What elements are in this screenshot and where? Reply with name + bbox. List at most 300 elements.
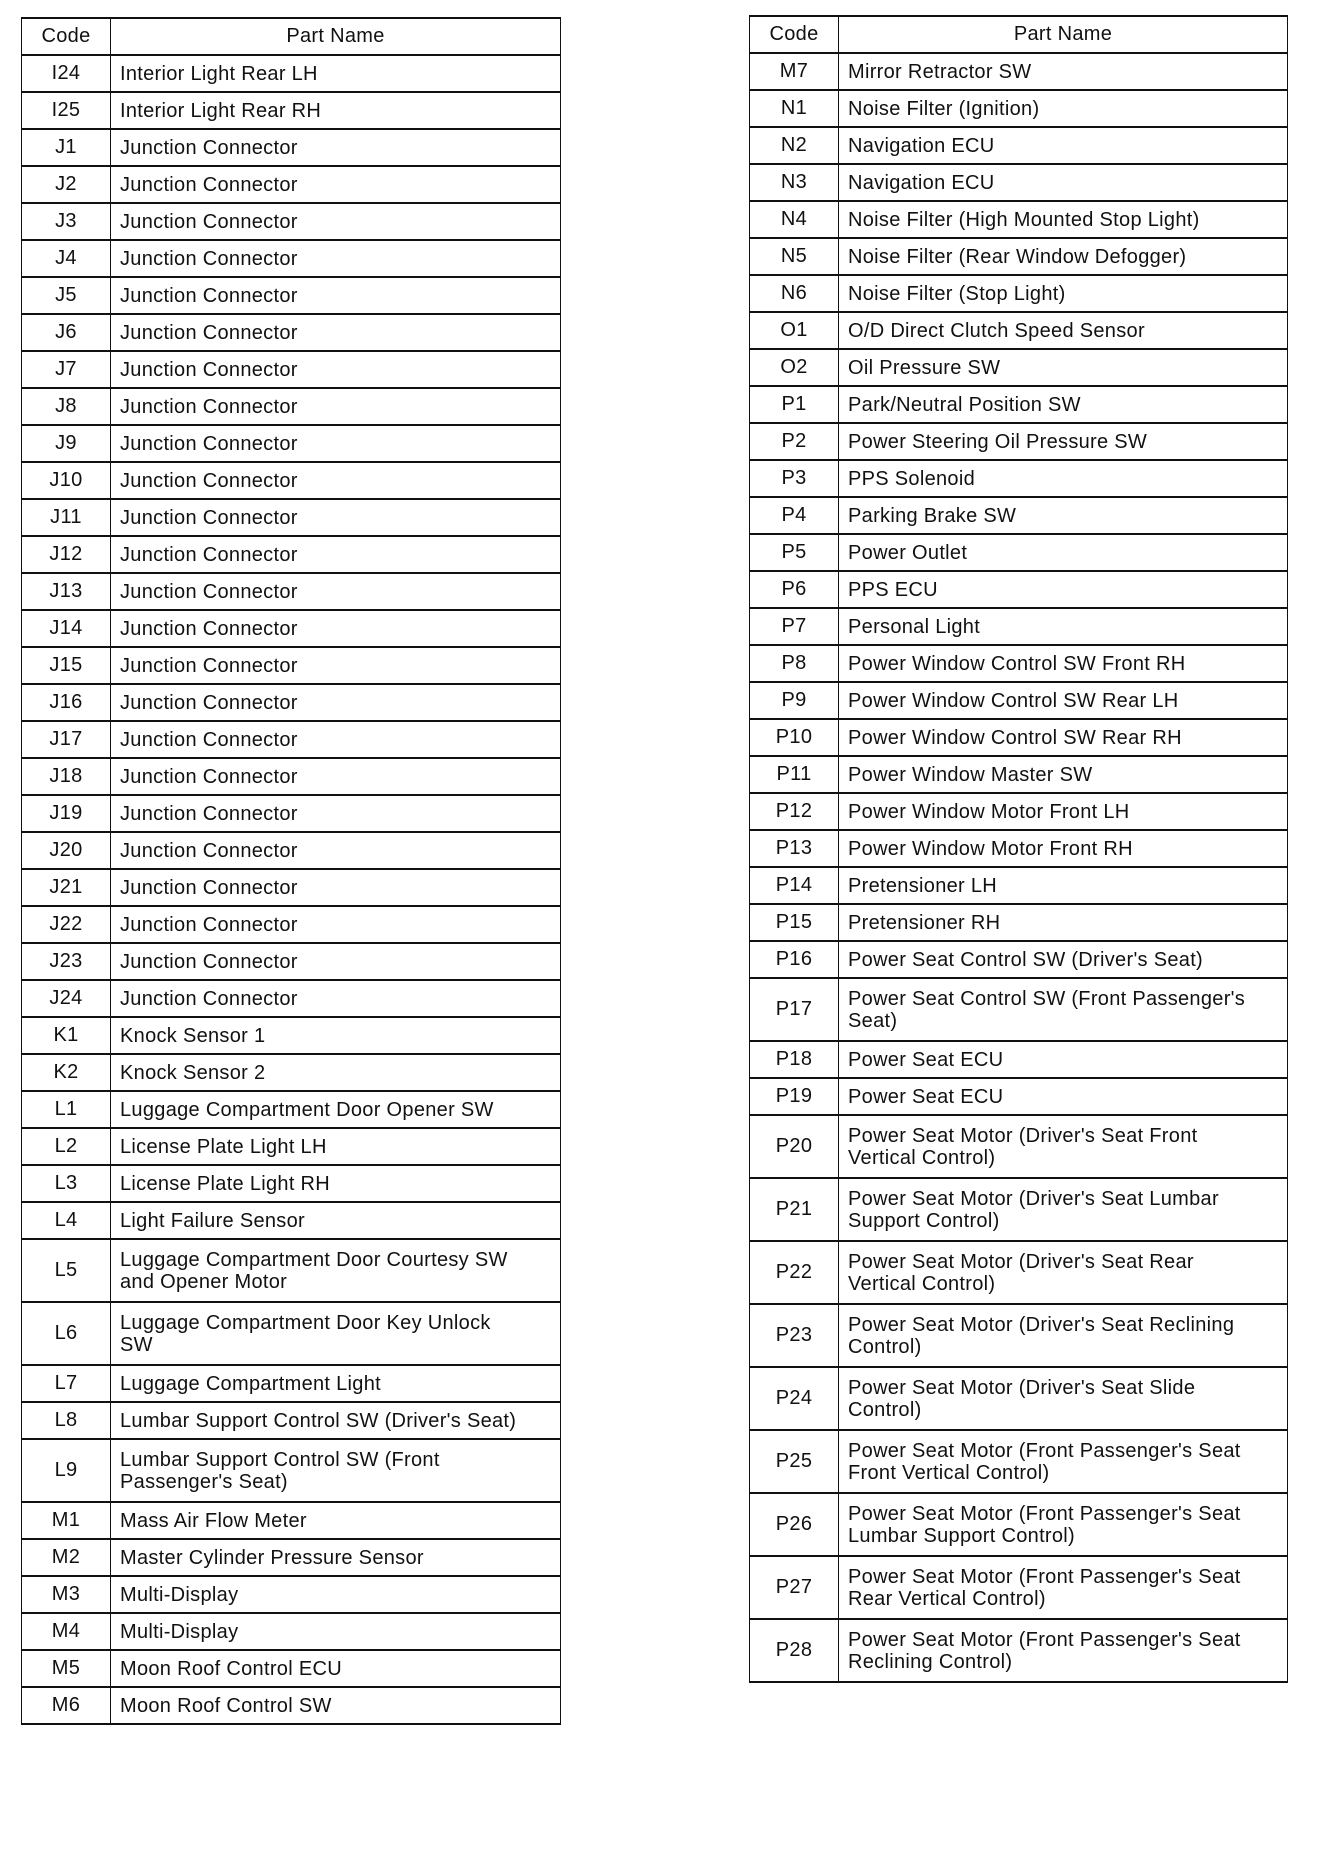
part-code: P2 (750, 423, 839, 460)
table-row (750, 497, 1288, 534)
table-row (22, 1539, 561, 1576)
part-name-line: Power Seat Control SW (Front Passenger's (848, 987, 1246, 1010)
table-row (750, 127, 1288, 164)
part-name (839, 275, 1288, 312)
table-row (22, 388, 561, 425)
part-name-line: Power Window Control SW Rear RH (848, 726, 1182, 749)
part-name (111, 610, 561, 647)
table-row (22, 1165, 561, 1202)
part-name (839, 1556, 1288, 1619)
table-row (750, 867, 1288, 904)
part-name-line: Junction Connector (120, 728, 298, 751)
part-name (111, 647, 561, 684)
part-name-line: PPS ECU (848, 578, 938, 601)
part-name-line: Power Seat Motor (Driver's Seat Rear (848, 1250, 1194, 1273)
table-row (22, 943, 561, 980)
part-name-line: Power Seat Motor (Driver's Seat Reclining (848, 1313, 1235, 1336)
part-code: N1 (750, 90, 839, 127)
table-row (750, 793, 1288, 830)
table-row (22, 1017, 561, 1054)
part-code: J23 (22, 943, 111, 980)
table-row (750, 1304, 1288, 1367)
table-row (22, 277, 561, 314)
part-name-line: Junction Connector (120, 617, 298, 640)
part-name (839, 497, 1288, 534)
part-code: P23 (750, 1304, 839, 1367)
part-code: J21 (22, 869, 111, 906)
part-name (111, 203, 561, 240)
part-name-line: Seat) (848, 1009, 898, 1032)
part-name (839, 1367, 1288, 1430)
table-row (22, 1239, 561, 1302)
part-name (839, 534, 1288, 571)
table-row (22, 1502, 561, 1539)
part-name-line: Power Window Motor Front LH (848, 800, 1130, 823)
part-code: P4 (750, 497, 839, 534)
part-name-line: Power Window Control SW Front RH (848, 652, 1186, 675)
table-row (22, 684, 561, 721)
part-code: J6 (22, 314, 111, 351)
part-code: J14 (22, 610, 111, 647)
part-name (839, 645, 1288, 682)
part-code: P28 (750, 1619, 839, 1682)
part-code: J1 (22, 129, 111, 166)
part-name-line: Power Seat Motor (Front Passenger's Seat (848, 1439, 1241, 1462)
part-name-line: Junction Connector (120, 136, 298, 159)
table-row (750, 608, 1288, 645)
part-name (111, 277, 561, 314)
part-name (839, 1304, 1288, 1367)
table-row (750, 1041, 1288, 1078)
part-code: P17 (750, 978, 839, 1041)
part-name (111, 1650, 561, 1687)
part-name (839, 867, 1288, 904)
part-name-line: Control) (848, 1398, 922, 1421)
table-row (22, 1365, 561, 1402)
part-name-line: Junction Connector (120, 691, 298, 714)
part-name (839, 1041, 1288, 1078)
part-name-line: Noise Filter (Rear Window Defogger) (848, 245, 1187, 268)
part-name-line: Power Seat Motor (Driver's Seat Slide (848, 1376, 1196, 1399)
part-name-line: Vertical Control) (848, 1272, 996, 1295)
part-code: M7 (750, 53, 839, 90)
part-name-line: Luggage Compartment Door Key Unlock (120, 1311, 491, 1334)
part-name-line: Pretensioner LH (848, 874, 998, 897)
table-row (22, 1054, 561, 1091)
part-name (111, 1165, 561, 1202)
table-row (22, 980, 561, 1017)
column-header-code: Code (750, 16, 839, 53)
part-code: P27 (750, 1556, 839, 1619)
part-code: M5 (22, 1650, 111, 1687)
part-code: J11 (22, 499, 111, 536)
part-name-line: Junction Connector (120, 765, 298, 788)
part-name-line: Oil Pressure SW (848, 356, 1001, 379)
part-name-line: Control) (848, 1335, 922, 1358)
part-name (111, 536, 561, 573)
part-name-line: Junction Connector (120, 173, 298, 196)
part-name (839, 1115, 1288, 1178)
part-code: P6 (750, 571, 839, 608)
table-row (22, 1402, 561, 1439)
part-name-line: Vertical Control) (848, 1146, 996, 1169)
table-row (750, 238, 1288, 275)
table-row (22, 832, 561, 869)
part-name (111, 943, 561, 980)
part-code: M4 (22, 1613, 111, 1650)
part-name-line: SW (120, 1333, 153, 1356)
part-name-line: Junction Connector (120, 247, 298, 270)
table-row (22, 425, 561, 462)
part-name (111, 832, 561, 869)
part-code: L6 (22, 1302, 111, 1365)
part-name (111, 721, 561, 758)
part-name (839, 312, 1288, 349)
table-row (750, 53, 1288, 90)
part-code: P22 (750, 1241, 839, 1304)
part-name (839, 164, 1288, 201)
part-code: J2 (22, 166, 111, 203)
part-code: P13 (750, 830, 839, 867)
part-code: P15 (750, 904, 839, 941)
part-name-line: Interior Light Rear RH (120, 99, 322, 122)
table-row (750, 682, 1288, 719)
part-name (111, 351, 561, 388)
part-code: L7 (22, 1365, 111, 1402)
part-name (839, 571, 1288, 608)
part-code: J20 (22, 832, 111, 869)
part-name-line: Power Outlet (848, 541, 968, 564)
part-code: J9 (22, 425, 111, 462)
part-code: M1 (22, 1502, 111, 1539)
table-row (22, 55, 561, 92)
part-code: M6 (22, 1687, 111, 1724)
part-name-line: Luggage Compartment Door Opener SW (120, 1098, 494, 1121)
part-name-line: Parking Brake SW (848, 504, 1017, 527)
part-code: P26 (750, 1493, 839, 1556)
part-name-line: Personal Light (848, 615, 981, 638)
part-code: J3 (22, 203, 111, 240)
part-code: L1 (22, 1091, 111, 1128)
part-name-line: Junction Connector (120, 432, 298, 455)
part-code: O2 (750, 349, 839, 386)
part-name-line: Mirror Retractor SW (848, 60, 1032, 83)
part-name-line: Power Seat Motor (Front Passenger's Seat (848, 1502, 1241, 1525)
column-header-code: Code (22, 18, 111, 55)
part-name (111, 1128, 561, 1165)
part-name-line: Luggage Compartment Door Courtesy SW (120, 1248, 508, 1271)
part-name-line: Lumbar Support Control) (848, 1524, 1076, 1547)
part-name-line: Power Seat ECU (848, 1085, 1004, 1108)
table-row (22, 129, 561, 166)
part-name-line: Front Vertical Control) (848, 1461, 1050, 1484)
part-code: N6 (750, 275, 839, 312)
part-name-line: License Plate Light RH (120, 1172, 331, 1195)
part-code: P10 (750, 719, 839, 756)
part-name (839, 904, 1288, 941)
part-name (111, 1017, 561, 1054)
part-name-line: Power Seat Motor (Driver's Seat Lumbar (848, 1187, 1219, 1210)
part-code: P9 (750, 682, 839, 719)
part-name-line: Junction Connector (120, 395, 298, 418)
part-code: P24 (750, 1367, 839, 1430)
part-code: J5 (22, 277, 111, 314)
table-row (750, 1619, 1288, 1682)
part-name (111, 388, 561, 425)
table-row (750, 423, 1288, 460)
table-header-row (750, 16, 1288, 53)
part-name (839, 1241, 1288, 1304)
part-name (111, 462, 561, 499)
table-row (750, 978, 1288, 1041)
part-name-line: Power Seat Motor (Driver's Seat Front (848, 1124, 1198, 1147)
part-name (111, 869, 561, 906)
part-name-line: Junction Connector (120, 358, 298, 381)
part-name (839, 941, 1288, 978)
table-row (750, 164, 1288, 201)
part-code: P11 (750, 756, 839, 793)
part-name-line: Navigation ECU (848, 171, 995, 194)
part-name (111, 1054, 561, 1091)
part-name (839, 756, 1288, 793)
table-row (750, 645, 1288, 682)
part-name-line: Pretensioner RH (848, 911, 1001, 934)
table-row (750, 1493, 1288, 1556)
table-row (22, 795, 561, 832)
part-name (111, 1402, 561, 1439)
table-row (750, 275, 1288, 312)
table-row (750, 941, 1288, 978)
part-code: L5 (22, 1239, 111, 1302)
part-name-line: Noise Filter (Stop Light) (848, 282, 1066, 305)
part-name (839, 238, 1288, 275)
part-name-line: Rear Vertical Control) (848, 1587, 1046, 1610)
table-row (22, 1128, 561, 1165)
part-name (839, 1430, 1288, 1493)
part-name-line: Junction Connector (120, 839, 298, 862)
table-row (22, 1650, 561, 1687)
part-name-line: Power Window Control SW Rear LH (848, 689, 1179, 712)
part-code: P8 (750, 645, 839, 682)
part-code: J19 (22, 795, 111, 832)
table-row (750, 756, 1288, 793)
part-name-line: Moon Roof Control ECU (120, 1657, 342, 1680)
part-name (839, 349, 1288, 386)
part-code: P25 (750, 1430, 839, 1493)
part-code: J15 (22, 647, 111, 684)
part-code: P5 (750, 534, 839, 571)
table-row (750, 90, 1288, 127)
part-code: J22 (22, 906, 111, 943)
parts-table-left (21, 17, 561, 1725)
part-name-line: Master Cylinder Pressure Sensor (120, 1546, 424, 1569)
table-row (22, 166, 561, 203)
part-name-line: Junction Connector (120, 321, 298, 344)
part-code: N4 (750, 201, 839, 238)
part-name (839, 608, 1288, 645)
part-code: L4 (22, 1202, 111, 1239)
part-code: P16 (750, 941, 839, 978)
table-row (22, 1302, 561, 1365)
part-name (839, 127, 1288, 164)
table-row (750, 1556, 1288, 1619)
part-code: P21 (750, 1178, 839, 1241)
part-code: P3 (750, 460, 839, 497)
part-name-line: Support Control) (848, 1209, 1000, 1232)
table-row (750, 201, 1288, 238)
table-row (750, 386, 1288, 423)
part-name-line: Power Window Master SW (848, 763, 1093, 786)
part-name (111, 758, 561, 795)
table-row (22, 314, 561, 351)
table-row (22, 1202, 561, 1239)
part-code: J8 (22, 388, 111, 425)
part-name-line: Noise Filter (Ignition) (848, 97, 1040, 120)
part-code: J18 (22, 758, 111, 795)
part-name-line: Power Seat Motor (Front Passenger's Seat (848, 1565, 1241, 1588)
part-name-line: Lumbar Support Control SW (Front (120, 1448, 440, 1471)
part-name-line: O/D Direct Clutch Speed Sensor (848, 319, 1145, 342)
part-code: P12 (750, 793, 839, 830)
part-code: P18 (750, 1041, 839, 1078)
table-row (750, 460, 1288, 497)
part-code: P19 (750, 1078, 839, 1115)
table-row (750, 1241, 1288, 1304)
part-name-line: Junction Connector (120, 950, 298, 973)
part-code: J10 (22, 462, 111, 499)
table-row (22, 573, 561, 610)
part-code: O1 (750, 312, 839, 349)
table-row (22, 240, 561, 277)
part-code: P1 (750, 386, 839, 423)
part-name (111, 240, 561, 277)
part-code: J16 (22, 684, 111, 721)
part-code: I24 (22, 55, 111, 92)
table-row (22, 92, 561, 129)
part-name (111, 1539, 561, 1576)
part-code: J24 (22, 980, 111, 1017)
part-name (111, 795, 561, 832)
table-row (22, 647, 561, 684)
table-row (750, 1367, 1288, 1430)
part-name-line: Park/Neutral Position SW (848, 393, 1081, 416)
table-row (750, 904, 1288, 941)
part-name-line: Junction Connector (120, 654, 298, 677)
part-code: M3 (22, 1576, 111, 1613)
part-name (839, 1493, 1288, 1556)
part-name (111, 425, 561, 462)
part-name (839, 460, 1288, 497)
part-code: J17 (22, 721, 111, 758)
part-name-line: Junction Connector (120, 506, 298, 529)
part-code: K1 (22, 1017, 111, 1054)
table-row (22, 1687, 561, 1724)
part-name (839, 386, 1288, 423)
part-code: J13 (22, 573, 111, 610)
part-code: P7 (750, 608, 839, 645)
part-code: J7 (22, 351, 111, 388)
part-name (111, 55, 561, 92)
table-row (750, 534, 1288, 571)
part-name-line: Junction Connector (120, 469, 298, 492)
table-row (750, 719, 1288, 756)
part-name-line: Knock Sensor 2 (120, 1061, 266, 1084)
part-name-line: Light Failure Sensor (120, 1209, 305, 1232)
part-name (839, 682, 1288, 719)
part-name-line: Junction Connector (120, 580, 298, 603)
table-row (22, 1613, 561, 1650)
part-code: J12 (22, 536, 111, 573)
part-name (111, 314, 561, 351)
part-name-line: Multi-Display (120, 1620, 239, 1643)
part-code: L9 (22, 1439, 111, 1502)
part-name (839, 1178, 1288, 1241)
table-row (750, 349, 1288, 386)
part-name-line: License Plate Light LH (120, 1135, 327, 1158)
part-name (111, 980, 561, 1017)
part-name (111, 1365, 561, 1402)
part-name (111, 1576, 561, 1613)
table-row (22, 1576, 561, 1613)
table-row (750, 571, 1288, 608)
part-name-line: Multi-Display (120, 1583, 239, 1606)
part-name (111, 1239, 561, 1302)
part-name (111, 1687, 561, 1724)
table-row (750, 830, 1288, 867)
part-name-line: Power Seat ECU (848, 1048, 1004, 1071)
part-name-line: PPS Solenoid (848, 467, 976, 490)
part-code: M2 (22, 1539, 111, 1576)
part-name (111, 166, 561, 203)
part-name-line: Passenger's Seat) (120, 1470, 288, 1493)
part-name (839, 830, 1288, 867)
part-name (111, 1202, 561, 1239)
part-name-line: Junction Connector (120, 913, 298, 936)
part-name-line: Moon Roof Control SW (120, 1694, 332, 1717)
part-code: P14 (750, 867, 839, 904)
part-name-line: Junction Connector (120, 802, 298, 825)
part-name (111, 684, 561, 721)
part-name (111, 92, 561, 129)
part-name (839, 1078, 1288, 1115)
part-name-line: Junction Connector (120, 876, 298, 899)
table-row (22, 203, 561, 240)
part-name (839, 793, 1288, 830)
part-name-line: Junction Connector (120, 543, 298, 566)
parts-table-right (749, 15, 1288, 1683)
table-row (750, 1430, 1288, 1493)
part-code: J4 (22, 240, 111, 277)
part-name-line: Power Seat Motor (Front Passenger's Seat (848, 1628, 1241, 1651)
table-row (750, 1115, 1288, 1178)
table-row (750, 1078, 1288, 1115)
part-name (111, 1439, 561, 1502)
part-name (839, 719, 1288, 756)
part-name-line: Junction Connector (120, 284, 298, 307)
part-name (111, 573, 561, 610)
part-name (839, 201, 1288, 238)
part-name-line: Power Steering Oil Pressure SW (848, 430, 1148, 453)
table-row (22, 1091, 561, 1128)
part-name (111, 906, 561, 943)
table-header-row (22, 18, 561, 55)
part-code: L3 (22, 1165, 111, 1202)
part-name (111, 1613, 561, 1650)
table-row (22, 610, 561, 647)
part-code: I25 (22, 92, 111, 129)
part-name (839, 90, 1288, 127)
table-row (22, 721, 561, 758)
